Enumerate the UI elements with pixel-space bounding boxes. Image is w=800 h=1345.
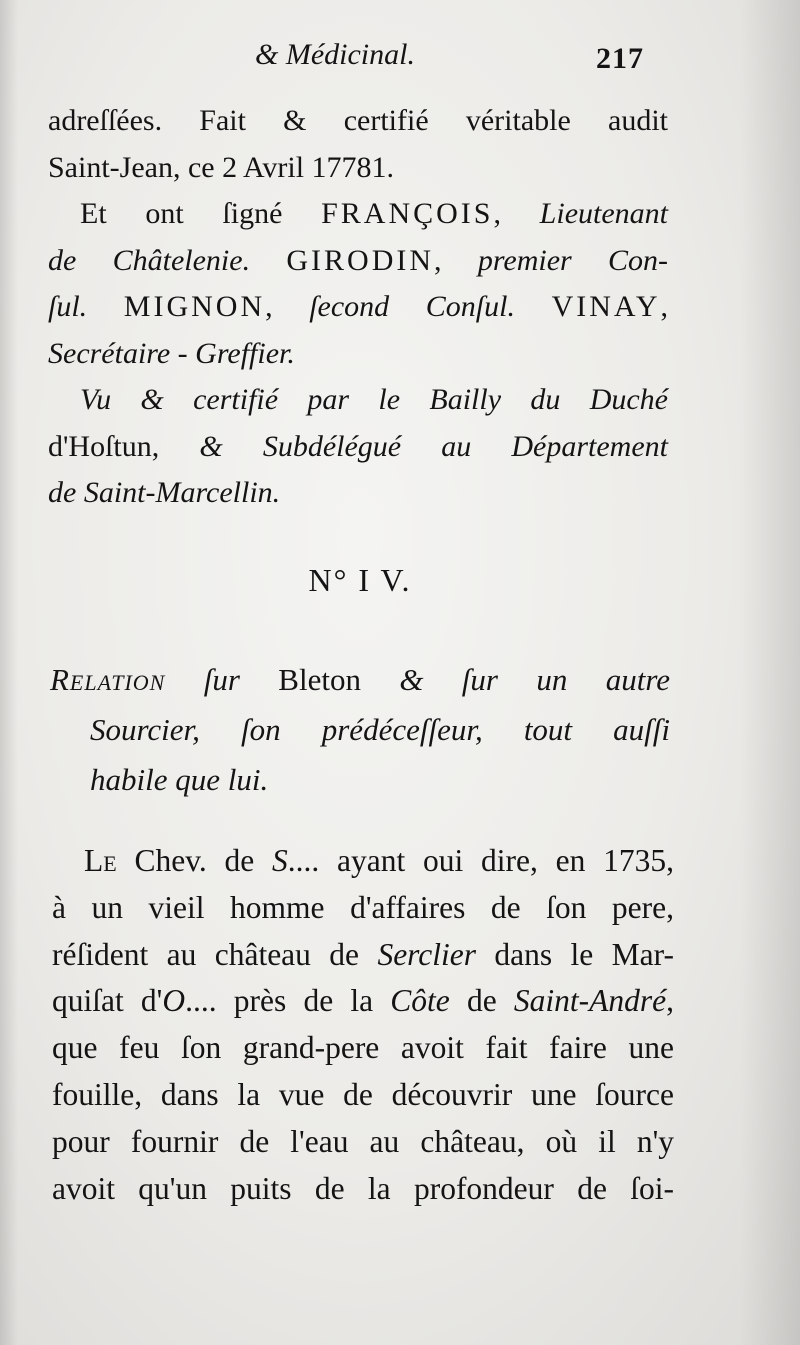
text-line: Sourcier, ſon prédéceſſeur, tout auſſi [90, 712, 670, 747]
text-line: réſident au château de Serclier dans le Mar- [52, 936, 674, 972]
text-line: que feu ſon grand-pere avoit fait faire une [52, 1030, 674, 1066]
text-line: pour fournir de l'eau au château, où il n'y [52, 1123, 674, 1159]
relation-heading [50, 655, 670, 805]
running-title: & Médicinal. [255, 38, 415, 71]
text-line: Le Chev. de S.... ayant oui dire, en 1735, [84, 843, 674, 878]
certification-block [48, 98, 668, 517]
text-line: Relation ſur Bleton & ſur un autre [50, 662, 670, 697]
signatory-name: MIGNON [123, 290, 266, 323]
page-edge-shadow [0, 0, 18, 1345]
text-line: fouille, dans la vue de découvrir une ſource [52, 1076, 674, 1112]
text-line: avoit qu'un puits de la profondeur de ſoi- [52, 1170, 674, 1206]
text-line: Et ont ſigné FRANÇOIS, Lieutenant [80, 197, 668, 230]
relation-lead: Relation [50, 662, 166, 697]
text-line: d'Hoſtun, & Subdélégué au Département [48, 429, 668, 463]
section-number: N° I V. [308, 562, 412, 598]
page-number: 217 [596, 42, 644, 75]
page-gutter-shadow [740, 0, 800, 1345]
running-head [0, 38, 800, 78]
text-line: Secrétaire - Greffier. [48, 336, 295, 370]
signatory-name: GIRODIN [286, 243, 435, 277]
text-line: de Châtelenie. GIRODIN, premier Con- [48, 243, 668, 277]
text-line: habile que lui. [90, 762, 269, 797]
text-line: ſul. MIGNON, ſecond Conſul. VINAY, [48, 290, 668, 323]
signatory-name: VINAY [551, 290, 661, 323]
text-line: de Saint-Marcellin. [48, 476, 281, 509]
body-paragraph [52, 838, 674, 1212]
signatory-name: FRANÇOIS [321, 197, 494, 230]
text-line: quiſat d'O.... près de la Côte de Saint-André, [52, 983, 675, 1019]
text-line: à un vieil homme d'affaires de ſon pere, [52, 889, 674, 925]
text-line: Vu & certifié par le Bailly du Duché [80, 383, 668, 416]
text-line: adreſſées. Fait & certifié véritable audit [48, 104, 668, 137]
text-line: Saint-Jean, ce 2 Avril 17781. [48, 150, 395, 184]
